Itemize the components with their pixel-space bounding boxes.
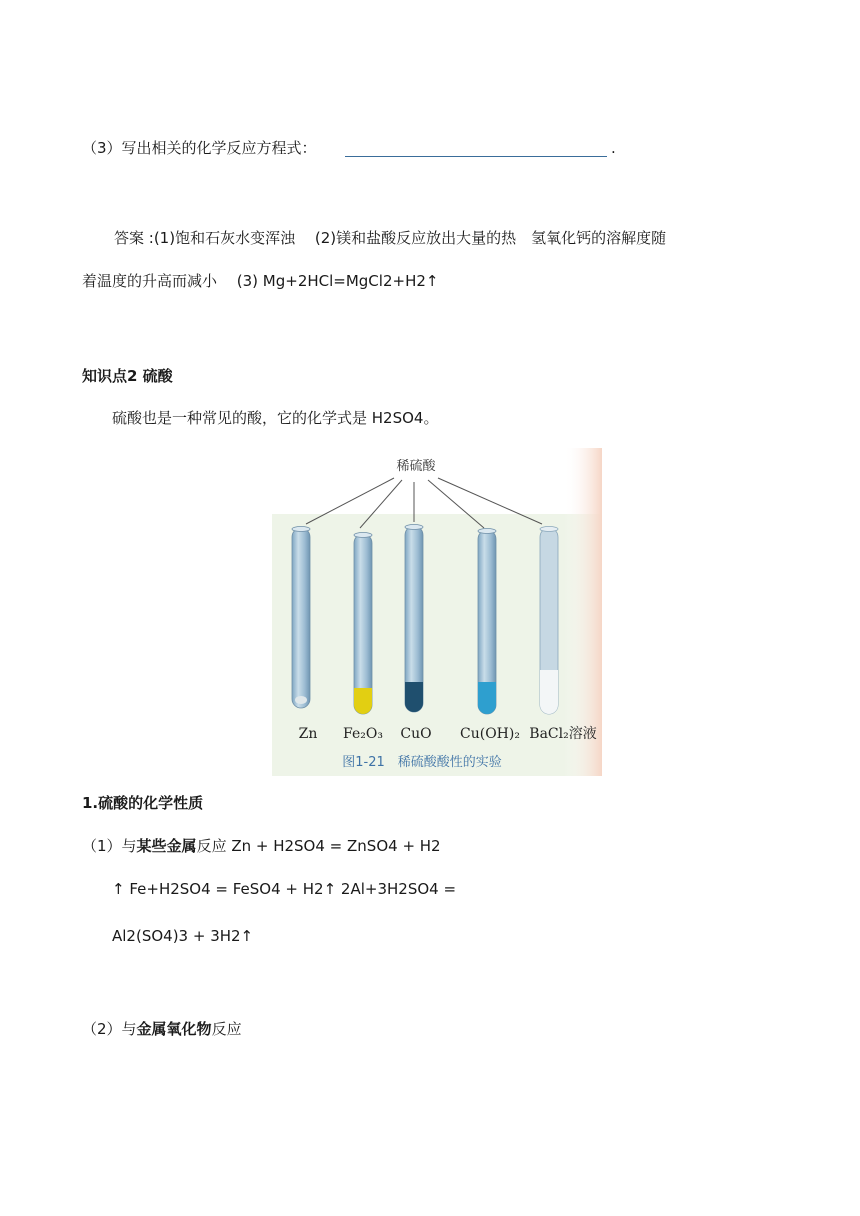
property-1-prefix: （1）与 — [82, 837, 137, 855]
tube-label: BaCl₂溶液 — [529, 726, 597, 742]
property-2-prefix: （2）与 — [82, 1020, 137, 1038]
property-1-line-2: ↑ Fe+H2SO4 = FeSO4 + H2↑ 2Al+3H2SO4 = — [112, 880, 457, 898]
property-2-keyword: 金属氧化物 — [136, 1020, 212, 1038]
section-intro: 硫酸也是一种常见的酸，它的化学式是 H2SO4。 — [112, 409, 439, 427]
figure-illustration — [272, 448, 602, 776]
property-1-keyword: 某些金属 — [136, 837, 197, 855]
figure-caption: 图1-21 稀硫酸酸性的实验 — [342, 755, 502, 770]
test-tube-bacl2 — [540, 527, 558, 715]
tube-label: Cu(OH)₂ — [460, 726, 520, 742]
tube-label: CuO — [400, 726, 432, 742]
section-heading: 知识点2 硫酸 — [82, 367, 173, 385]
tube-label: Fe₂O₃ — [343, 726, 383, 742]
question-3 — [82, 138, 317, 158]
question-3-period: . — [611, 139, 616, 157]
test-tube-cuo — [405, 525, 423, 713]
tube-label: Zn — [298, 726, 318, 742]
property-1 — [82, 836, 441, 856]
property-2 — [82, 1019, 242, 1039]
question-3-text: （3）写出相关的化学反应方程式： — [82, 139, 317, 157]
test-tube-fe2o3 — [354, 533, 372, 715]
answer-line-2: 着温度的升高而减小 (3) Mg+2HCl=MgCl2+H2↑ — [82, 272, 439, 290]
answer-line-1: 答案 :(1)饱和石灰水变浑浊 (2)镁和盐酸反应放出大量的热 氢氧化钙的溶解度随 — [114, 229, 667, 247]
properties-heading: 1.硫酸的化学性质 — [82, 794, 204, 812]
test-tube-zn — [292, 527, 310, 709]
property-1-line-3: Al2(SO4)3 + 3H2↑ — [112, 927, 254, 945]
property-2-rest: 反应 — [211, 1020, 242, 1038]
sulfuric-acid-figure — [272, 448, 602, 776]
figure-top-label: 稀硫酸 — [396, 459, 436, 474]
answer-blank-line — [345, 156, 607, 157]
test-tube-cuoh2 — [478, 529, 496, 715]
property-1-rest: 反应 Zn + H2SO4 = ZnSO4 + H2 — [196, 837, 441, 855]
